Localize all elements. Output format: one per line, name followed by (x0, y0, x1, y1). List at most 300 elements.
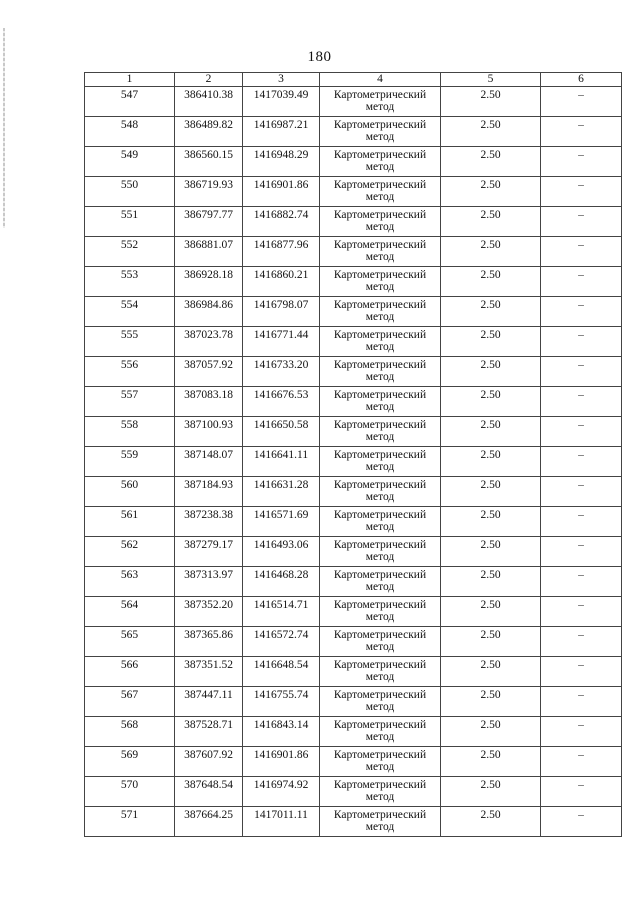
x-coordinate: 386410.38 (184, 89, 233, 101)
y-coordinate: 1416468.28 (253, 569, 309, 581)
x-coordinate: 387238.38 (184, 509, 233, 521)
method-cell (320, 477, 441, 507)
method-line-2: метод (365, 671, 395, 683)
table-row (85, 417, 622, 447)
note-value: – (578, 809, 584, 821)
precision-cell (441, 597, 541, 627)
table-row (85, 297, 622, 327)
x-coordinate: 387148.07 (184, 449, 233, 461)
method-line-2: метод (365, 221, 395, 233)
x-coordinate-cell (175, 657, 243, 687)
note-value: – (578, 419, 584, 431)
precision-value: 2.50 (480, 299, 501, 311)
y-coordinate: 1416877.96 (253, 239, 309, 251)
note-value: – (578, 149, 584, 161)
method-line-2: метод (365, 521, 395, 533)
table-body (85, 87, 622, 837)
x-coordinate: 387528.71 (184, 719, 233, 731)
precision-value: 2.50 (480, 269, 501, 281)
y-coordinate-cell (243, 687, 320, 717)
method-cell (320, 417, 441, 447)
method-line-1: Картометрический (333, 89, 427, 101)
method-cell (320, 297, 441, 327)
table-row (85, 627, 622, 657)
precision-value: 2.50 (480, 449, 501, 461)
note-cell (541, 357, 622, 387)
note-cell (541, 537, 622, 567)
header-col-3: 3 (243, 73, 320, 87)
point-number: 559 (120, 449, 139, 461)
y-coordinate-cell (243, 507, 320, 537)
header-col-5: 5 (441, 73, 541, 87)
table-row (85, 717, 622, 747)
note-value: – (578, 479, 584, 491)
y-coordinate-cell (243, 747, 320, 777)
note-cell (541, 117, 622, 147)
point-number-cell (85, 117, 175, 147)
precision-cell (441, 177, 541, 207)
x-coordinate-cell (175, 117, 243, 147)
note-cell (541, 747, 622, 777)
precision-cell (441, 567, 541, 597)
table-row (85, 747, 622, 777)
point-number-cell (85, 657, 175, 687)
y-coordinate: 1416948.29 (253, 149, 309, 161)
point-number: 558 (120, 419, 139, 431)
method-cell (320, 147, 441, 177)
precision-cell (441, 147, 541, 177)
note-cell (541, 237, 622, 267)
y-coordinate-cell (243, 297, 320, 327)
note-value: – (578, 359, 584, 371)
point-number: 548 (120, 119, 139, 131)
point-number: 571 (120, 809, 139, 821)
method-cell (320, 117, 441, 147)
x-coordinate-cell (175, 567, 243, 597)
method-line-1: Картометрический (333, 299, 427, 311)
note-cell (541, 627, 622, 657)
y-coordinate: 1416901.86 (253, 179, 309, 191)
note-cell (541, 447, 622, 477)
point-number-cell (85, 267, 175, 297)
method-cell (320, 627, 441, 657)
note-cell (541, 417, 622, 447)
table-row (85, 597, 622, 627)
point-number: 568 (120, 719, 139, 731)
precision-cell (441, 387, 541, 417)
note-value: – (578, 629, 584, 641)
note-value: – (578, 209, 584, 221)
method-cell (320, 597, 441, 627)
table-row (85, 387, 622, 417)
method-cell (320, 87, 441, 117)
x-coordinate-cell (175, 387, 243, 417)
x-coordinate-cell (175, 357, 243, 387)
point-number-cell (85, 147, 175, 177)
note-value: – (578, 569, 584, 581)
precision-cell (441, 717, 541, 747)
method-cell (320, 747, 441, 777)
method-cell (320, 237, 441, 267)
precision-value: 2.50 (480, 119, 501, 131)
note-cell (541, 207, 622, 237)
y-coordinate-cell (243, 627, 320, 657)
x-coordinate-cell (175, 477, 243, 507)
y-coordinate: 1416860.21 (253, 269, 309, 281)
y-coordinate-cell (243, 567, 320, 597)
x-coordinate: 387607.92 (184, 749, 233, 761)
method-line-1: Картометрический (333, 389, 427, 401)
y-coordinate: 1417011.11 (254, 809, 308, 821)
point-number-cell (85, 807, 175, 837)
method-line-1: Картометрический (333, 209, 427, 221)
y-coordinate-cell (243, 807, 320, 837)
precision-cell (441, 687, 541, 717)
point-number-cell (85, 477, 175, 507)
point-number-cell (85, 777, 175, 807)
precision-cell (441, 327, 541, 357)
y-coordinate: 1416882.74 (253, 209, 309, 221)
note-value: – (578, 719, 584, 731)
y-coordinate: 1416733.20 (253, 359, 309, 371)
x-coordinate: 387100.93 (184, 419, 233, 431)
note-value: – (578, 749, 584, 761)
note-cell (541, 777, 622, 807)
point-number-cell (85, 297, 175, 327)
x-coordinate-cell (175, 87, 243, 117)
point-number: 556 (120, 359, 139, 371)
method-line-2: метод (365, 311, 395, 323)
x-coordinate-cell (175, 627, 243, 657)
header-col-2: 2 (175, 73, 243, 87)
method-cell (320, 357, 441, 387)
point-number-cell (85, 447, 175, 477)
x-coordinate-cell (175, 807, 243, 837)
note-cell (541, 267, 622, 297)
method-line-2: метод (365, 551, 395, 563)
precision-cell (441, 747, 541, 777)
x-coordinate: 387279.17 (184, 539, 233, 551)
note-value: – (578, 539, 584, 551)
point-number-cell (85, 717, 175, 747)
precision-value: 2.50 (480, 329, 501, 341)
method-line-2: метод (365, 821, 395, 833)
table-row (85, 357, 622, 387)
precision-value: 2.50 (480, 179, 501, 191)
note-cell (541, 147, 622, 177)
y-coordinate-cell (243, 597, 320, 627)
method-line-1: Картометрический (333, 479, 427, 491)
x-coordinate-cell (175, 237, 243, 267)
x-coordinate: 386881.07 (184, 239, 233, 251)
x-coordinate-cell (175, 597, 243, 627)
method-cell (320, 447, 441, 477)
y-coordinate: 1416571.69 (253, 509, 309, 521)
precision-cell (441, 657, 541, 687)
note-cell (541, 657, 622, 687)
x-coordinate-cell (175, 447, 243, 477)
y-coordinate: 1416631.28 (253, 479, 309, 491)
point-number: 553 (120, 269, 139, 281)
point-number: 567 (120, 689, 139, 701)
method-line-1: Картометрический (333, 239, 427, 251)
note-cell (541, 177, 622, 207)
method-line-2: метод (365, 191, 395, 203)
x-coordinate: 387351.52 (184, 659, 233, 671)
method-cell (320, 687, 441, 717)
method-line-1: Картометрический (333, 149, 427, 161)
point-number: 560 (120, 479, 139, 491)
y-coordinate-cell (243, 777, 320, 807)
point-number-cell (85, 87, 175, 117)
note-value: – (578, 659, 584, 671)
y-coordinate: 1416755.74 (253, 689, 309, 701)
y-coordinate-cell (243, 177, 320, 207)
note-value: – (578, 119, 584, 131)
precision-value: 2.50 (480, 149, 501, 161)
y-coordinate-cell (243, 657, 320, 687)
method-line-1: Картометрический (333, 659, 427, 671)
method-cell (320, 207, 441, 237)
point-number: 565 (120, 629, 139, 641)
point-number: 549 (120, 149, 139, 161)
method-line-1: Картометрический (333, 329, 427, 341)
precision-cell (441, 537, 541, 567)
precision-value: 2.50 (480, 389, 501, 401)
y-coordinate: 1416648.54 (253, 659, 309, 671)
note-value: – (578, 599, 584, 611)
method-line-2: метод (365, 791, 395, 803)
note-value: – (578, 509, 584, 521)
table-row (85, 807, 622, 837)
table-header-row (85, 73, 622, 87)
x-coordinate-cell (175, 267, 243, 297)
method-line-2: метод (365, 491, 395, 503)
point-number: 566 (120, 659, 139, 671)
point-number-cell (85, 207, 175, 237)
method-line-2: метод (365, 461, 395, 473)
point-number-cell (85, 507, 175, 537)
method-cell (320, 177, 441, 207)
method-cell (320, 537, 441, 567)
y-coordinate-cell (243, 237, 320, 267)
precision-value: 2.50 (480, 539, 501, 551)
point-number: 547 (120, 89, 139, 101)
point-number-cell (85, 567, 175, 597)
y-coordinate-cell (243, 147, 320, 177)
point-number-cell (85, 417, 175, 447)
precision-value: 2.50 (480, 239, 501, 251)
method-line-1: Картометрический (333, 179, 427, 191)
method-line-2: метод (365, 611, 395, 623)
method-line-1: Картометрический (333, 269, 427, 281)
precision-value: 2.50 (480, 359, 501, 371)
method-cell (320, 387, 441, 417)
method-cell (320, 507, 441, 537)
precision-value: 2.50 (480, 479, 501, 491)
table-row (85, 147, 622, 177)
table-row (85, 177, 622, 207)
method-line-1: Картометрический (333, 569, 427, 581)
y-coordinate: 1416974.92 (253, 779, 309, 791)
precision-cell (441, 447, 541, 477)
method-line-2: метод (365, 281, 395, 293)
method-cell (320, 807, 441, 837)
y-coordinate-cell (243, 357, 320, 387)
note-cell (541, 327, 622, 357)
method-line-2: метод (365, 341, 395, 353)
x-coordinate: 387664.25 (184, 809, 233, 821)
method-cell (320, 657, 441, 687)
y-coordinate-cell (243, 477, 320, 507)
method-line-1: Картометрический (333, 749, 427, 761)
x-coordinate-cell (175, 177, 243, 207)
table-row (85, 117, 622, 147)
note-value: – (578, 779, 584, 791)
method-line-2: метод (365, 371, 395, 383)
x-coordinate: 386719.93 (184, 179, 233, 191)
precision-cell (441, 207, 541, 237)
table-row (85, 237, 622, 267)
x-coordinate-cell (175, 327, 243, 357)
precision-cell (441, 417, 541, 447)
x-coordinate: 387648.54 (184, 779, 233, 791)
precision-cell (441, 117, 541, 147)
note-value: – (578, 329, 584, 341)
note-value: – (578, 239, 584, 251)
precision-cell (441, 477, 541, 507)
precision-value: 2.50 (480, 749, 501, 761)
precision-value: 2.50 (480, 209, 501, 221)
precision-value: 2.50 (480, 599, 501, 611)
note-value: – (578, 179, 584, 191)
point-number-cell (85, 687, 175, 717)
method-line-2: метод (365, 131, 395, 143)
x-coordinate: 387184.93 (184, 479, 233, 491)
x-coordinate: 387365.86 (184, 629, 233, 641)
precision-cell (441, 777, 541, 807)
table-row (85, 537, 622, 567)
x-coordinate-cell (175, 297, 243, 327)
x-coordinate-cell (175, 207, 243, 237)
x-coordinate-cell (175, 147, 243, 177)
method-cell (320, 267, 441, 297)
precision-cell (441, 807, 541, 837)
x-coordinate: 387023.78 (184, 329, 233, 341)
precision-value: 2.50 (480, 629, 501, 641)
x-coordinate-cell (175, 687, 243, 717)
page-number: 180 (307, 49, 332, 65)
point-number-cell (85, 357, 175, 387)
table-row (85, 507, 622, 537)
y-coordinate-cell (243, 537, 320, 567)
method-line-2: метод (365, 761, 395, 773)
method-line-2: метод (365, 431, 395, 443)
method-line-2: метод (365, 251, 395, 263)
precision-cell (441, 267, 541, 297)
precision-value: 2.50 (480, 779, 501, 791)
x-coordinate: 387313.97 (184, 569, 233, 581)
y-coordinate-cell (243, 417, 320, 447)
point-number: 555 (120, 329, 139, 341)
precision-cell (441, 237, 541, 267)
note-value: – (578, 89, 584, 101)
note-cell (541, 87, 622, 117)
point-number: 562 (120, 539, 139, 551)
note-cell (541, 717, 622, 747)
table-row (85, 447, 622, 477)
header-col-4: 4 (320, 73, 441, 87)
y-coordinate-cell (243, 717, 320, 747)
y-coordinate-cell (243, 207, 320, 237)
precision-value: 2.50 (480, 569, 501, 581)
note-value: – (578, 269, 584, 281)
point-number: 554 (120, 299, 139, 311)
table-row (85, 327, 622, 357)
x-coordinate: 386489.82 (184, 119, 233, 131)
x-coordinate: 387083.18 (184, 389, 233, 401)
point-number: 570 (120, 779, 139, 791)
method-line-2: метод (365, 401, 395, 413)
x-coordinate: 386928.18 (184, 269, 233, 281)
point-number: 552 (120, 239, 139, 251)
x-coordinate: 386797.77 (184, 209, 233, 221)
coordinates-table (84, 72, 622, 837)
method-line-1: Картометрический (333, 539, 427, 551)
y-coordinate-cell (243, 87, 320, 117)
note-cell (541, 567, 622, 597)
precision-cell (441, 627, 541, 657)
method-line-1: Картометрический (333, 689, 427, 701)
y-coordinate-cell (243, 267, 320, 297)
table-row (85, 657, 622, 687)
note-cell (541, 507, 622, 537)
note-cell (541, 387, 622, 417)
x-coordinate-cell (175, 777, 243, 807)
method-line-2: метод (365, 731, 395, 743)
method-line-1: Картометрический (333, 509, 427, 521)
x-coordinate: 387352.20 (184, 599, 233, 611)
y-coordinate: 1416676.53 (253, 389, 309, 401)
precision-value: 2.50 (480, 659, 501, 671)
table-row (85, 687, 622, 717)
note-value: – (578, 449, 584, 461)
point-number: 563 (120, 569, 139, 581)
point-number: 564 (120, 599, 139, 611)
point-number: 550 (120, 179, 139, 191)
method-cell (320, 777, 441, 807)
y-coordinate: 1416514.71 (253, 599, 309, 611)
method-line-2: метод (365, 161, 395, 173)
point-number: 561 (120, 509, 139, 521)
table-row (85, 567, 622, 597)
method-line-1: Картометрический (333, 719, 427, 731)
table-row (85, 87, 622, 117)
method-line-2: метод (365, 581, 395, 593)
method-line-1: Картометрический (333, 359, 427, 371)
point-number-cell (85, 327, 175, 357)
y-coordinate-cell (243, 447, 320, 477)
precision-cell (441, 87, 541, 117)
x-coordinate: 387057.92 (184, 359, 233, 371)
table-row (85, 267, 622, 297)
method-line-2: метод (365, 101, 395, 113)
note-value: – (578, 299, 584, 311)
method-line-1: Картометрический (333, 419, 427, 431)
x-coordinate-cell (175, 747, 243, 777)
method-line-1: Картометрический (333, 599, 427, 611)
precision-cell (441, 297, 541, 327)
